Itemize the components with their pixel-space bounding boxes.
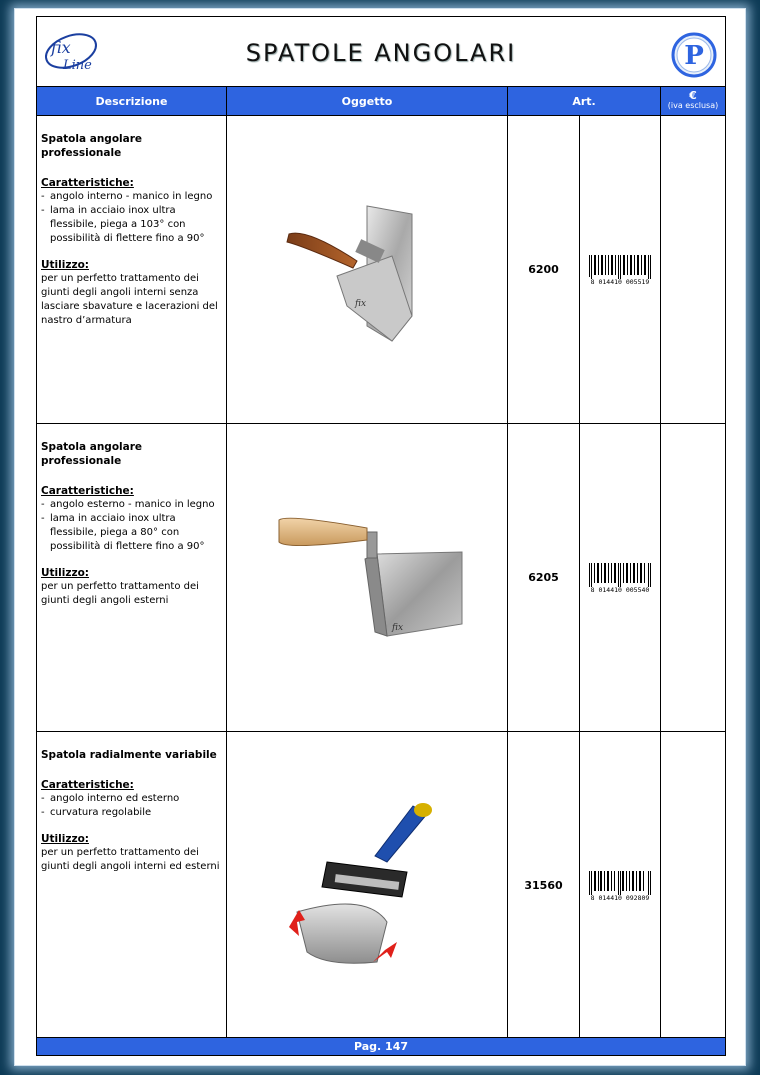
article-number: 6200 — [508, 116, 580, 423]
page-header — [37, 17, 725, 87]
p-badge-icon — [671, 32, 717, 78]
usage-label: Utilizzo: — [41, 567, 89, 579]
barcode — [580, 116, 661, 423]
catalog-sheet — [36, 16, 726, 1056]
features-label: Caratteristiche: — [41, 177, 134, 189]
usage-text: per un perfetto trattamento dei giunti degli angoli esterni — [41, 581, 199, 606]
product-row — [37, 115, 725, 422]
feature-item: - angolo interno ed esterno — [41, 793, 180, 804]
usage-text: per un perfetto trattamento dei giunti degli angoli interni senza lasciare sbavature e lacerazioni del nastro d’armatura — [41, 273, 218, 326]
product-row — [37, 423, 725, 730]
svg-text:P: P — [684, 41, 704, 71]
svg-text:fix: fix — [51, 38, 71, 57]
barcode — [580, 424, 661, 731]
feature-item: - lama in acciaio inox ultra flessibile, piega a 80° con possibilità di flettere fino a 90° — [41, 513, 205, 552]
price — [661, 424, 725, 731]
features-label: Caratteristiche: — [41, 485, 134, 497]
inside-corner-trowel-image — [227, 116, 508, 423]
usage-label: Utilizzo: — [41, 833, 89, 845]
page-frame — [14, 8, 746, 1066]
features-label: Caratteristiche: — [41, 779, 134, 791]
product-description — [37, 424, 227, 731]
barcode-image — [585, 871, 655, 901]
article-number: 6205 — [508, 424, 580, 731]
product-row — [37, 731, 725, 1038]
usage-label: Utilizzo: — [41, 259, 89, 271]
outside-corner-trowel-image — [227, 424, 508, 731]
product-name: Spatola radialmente variabile — [41, 749, 217, 761]
euro-symbol: € — [689, 89, 697, 102]
product-name: Spatola angolare professionale — [41, 441, 143, 467]
feature-item: - lama in acciaio inox ultra flessibile, piega a 103° con possibilità di flettere fino a 90° — [41, 205, 205, 244]
product-image — [227, 732, 508, 1039]
product-image — [227, 116, 508, 423]
feature-item: - angolo esterno - manico in legno — [41, 499, 215, 510]
svg-text:fix: fix — [392, 623, 404, 633]
price — [661, 732, 725, 1039]
barcode — [580, 732, 661, 1039]
usage-text: per un perfetto trattamento dei giunti degli angoli interni ed esterni — [41, 847, 220, 872]
svg-text:8 014410 005540: 8 014410 005540 — [590, 585, 650, 593]
feature-item: - curvatura regolabile — [41, 807, 152, 818]
column-headers — [37, 87, 725, 115]
product-description — [37, 116, 227, 423]
radial-trowel-image — [227, 732, 508, 1039]
barcode-image — [585, 255, 655, 285]
price — [661, 116, 725, 423]
svg-text:8 014410 005519: 8 014410 005519 — [590, 277, 650, 285]
euro-note: (iva esclusa) — [667, 101, 719, 110]
page-number: Pag. 147 — [37, 1037, 725, 1055]
col-oggetto: Oggetto — [227, 87, 508, 115]
svg-text:Line: Line — [63, 58, 92, 73]
feature-item: - angolo interno - manico in legno — [41, 191, 213, 202]
product-description — [37, 732, 227, 1039]
barcode-image — [585, 563, 655, 593]
article-number: 31560 — [508, 732, 580, 1039]
product-image — [227, 424, 508, 731]
svg-text:fix: fix — [355, 299, 367, 309]
col-descrizione: Descrizione — [37, 87, 227, 115]
product-name: Spatola angolare professionale — [41, 133, 143, 159]
col-art: Art. — [508, 87, 661, 115]
col-euro — [661, 87, 725, 115]
svg-text:8 014410 092809: 8 014410 092809 — [590, 893, 650, 901]
page-title: SPATOLE ANGOLARI — [245, 39, 517, 67]
